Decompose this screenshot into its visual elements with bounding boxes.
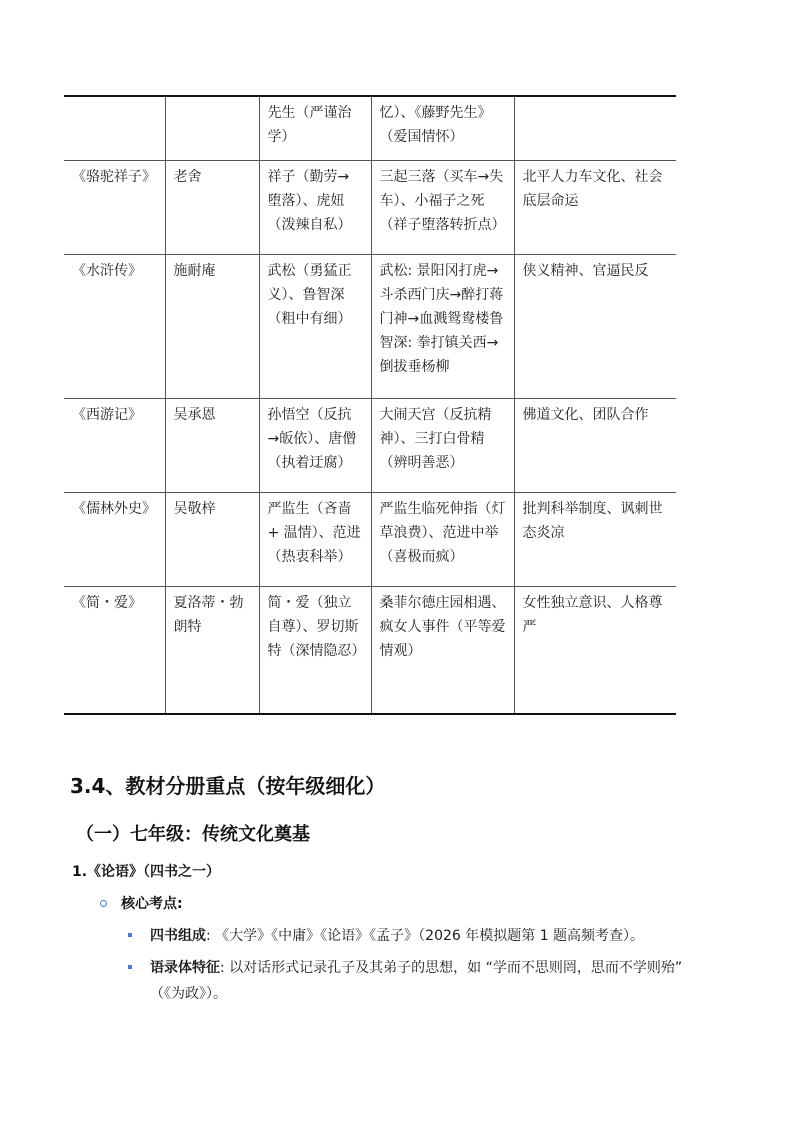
cell-plot: 三起三落（买车→失车）、小福子之死（祥子堕落转折点） [371,160,514,254]
section-heading: 3.4、教材分册重点（按年级细化） [70,774,386,798]
cell-work: 《水浒传》 [64,254,165,398]
hollow-bullet-icon [100,900,107,907]
list-item [128,923,728,949]
table-row [64,398,676,492]
cell-plot: 严监生临死伸指（灯草浪费）、范进中举（喜极而疯） [371,492,514,586]
cell-theme: 女性独立意识、人格尊严 [522,594,663,635]
table-row [64,254,676,398]
cell-author: 吴承恩 [165,398,259,492]
keyword: 四书组成 [150,928,206,944]
cell-author [165,96,259,160]
cell-work [64,96,165,160]
cell-author: 施耐庵 [165,254,259,398]
cell-theme [514,96,676,160]
cell-work: 《骆驼祥子》 [64,160,165,254]
bullet-text: : 《大学》《中庸》《论语》《孟子》（2026 年模拟题第 1 题高频考查）。 [206,928,645,944]
cell-author: 夏洛蒂・勃朗特 [165,586,259,714]
cell-plot: 武松: 景阳冈打虎→斗杀西门庆→醉打蒋门神→血溅鸳鸯楼鲁智深: 拳打镇关西→倒拔垂杨柳 [371,254,514,398]
cell-plot: 桑菲尔德庄园相遇、疯女人事件（平等爱情观） [371,586,514,714]
core-points-item [100,893,183,913]
cell-theme: 批判科举制度、讽刺世态炎凉 [514,492,676,586]
works-table [64,95,676,715]
cell-theme: 侠义精神、官逼民反 [514,254,676,398]
table-row [64,96,676,160]
cell-work: 《简・爱》 [64,586,165,714]
cell-characters: 简・爱（独立自尊）、罗切斯特（深情隐忍） [259,586,371,714]
table-row [64,586,676,714]
cell-work: 《西游记》 [64,398,165,492]
cell-author: 吴敬梓 [165,492,259,586]
cell-author: 老舍 [165,160,259,254]
core-points-label: 核心考点: [121,896,183,912]
keyword: 语录体特征 [150,960,220,976]
cell-characters: 先生（严谨治学） [259,96,371,160]
bullet-text: : 以对话形式记录孔子及其弟子的思想，如 “学而不思则罔，思而不学则殆” [220,960,683,976]
cell-characters: 严监生（吝啬 + 温情）、范进（热衷科举） [259,492,371,586]
subsection-heading: （一）七年级：传统文化奠基 [76,824,310,845]
table-row [64,492,676,586]
cell-work: 《儒林外史》 [64,492,165,586]
item-heading: 1.《论语》（四书之一） [72,864,221,880]
cell-theme: 北平人力车文化、社会底层命运 [514,160,676,254]
cell-characters: 祥子（勤劳→堕落）、虎妞（泼辣自私） [259,160,371,254]
table-row [64,160,676,254]
cell-plot: 大闹天宫（反抗精神）、三打白骨精（辨明善恶） [371,398,514,492]
cell-plot: 忆）、《藤野先生》（爱国情怀） [371,96,514,160]
cell-characters: 武松（勇猛正义）、鲁智深（粗中有细） [259,254,371,398]
square-bullet-icon [128,933,132,937]
bullet-continuation: （《为政》）。 [150,986,227,1002]
cell-theme: 佛道文化、团队合作 [514,398,676,492]
list-item [128,955,728,1007]
cell-characters: 孙悟空（反抗→皈依）、唐僧（执着迂腐） [259,398,371,492]
square-bullet-icon [128,965,132,969]
